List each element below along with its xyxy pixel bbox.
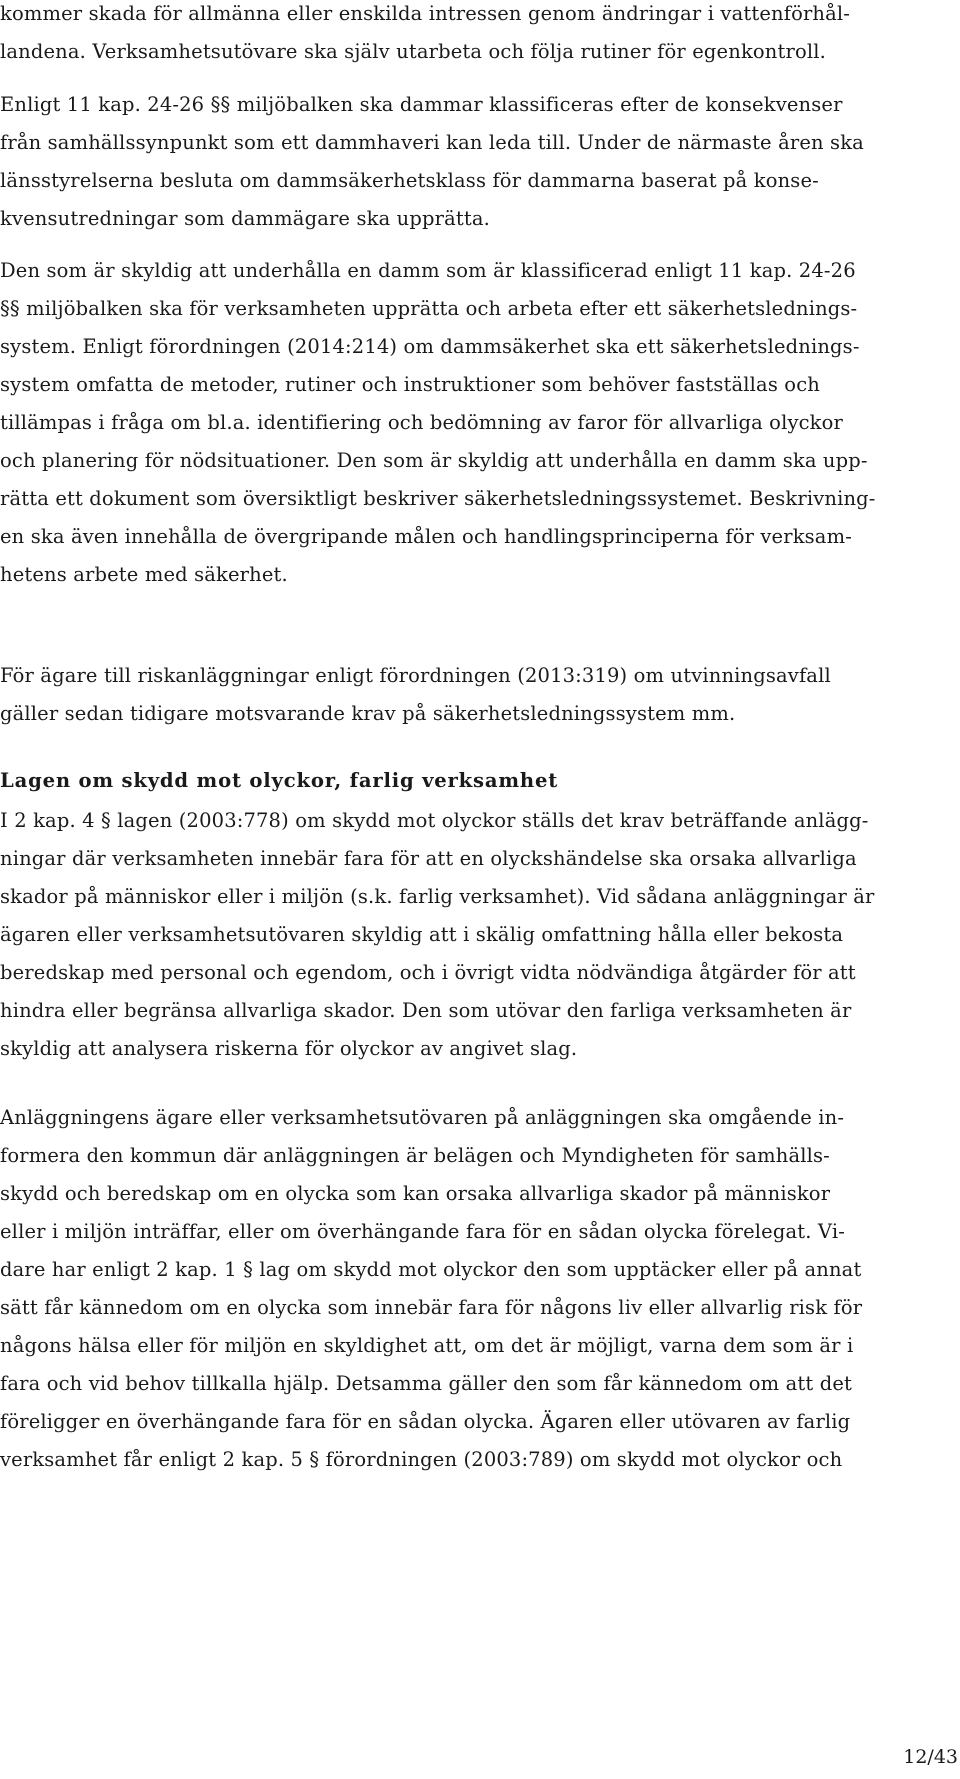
text-line: landena. Verksamhetsutövare ska själv utarbeta och följa rutiner för egenkontroll. bbox=[0, 40, 826, 63]
text-line: dare har enligt 2 kap. 1 § lag om skydd mot olyckor den som upptäcker eller på annat bbox=[0, 1258, 862, 1281]
paragraph-water-operations bbox=[0, 0, 960, 71]
text-line: Anläggningens ägare eller verksamhetsutövaren på anläggningen ska omgående in- bbox=[0, 1106, 845, 1129]
paragraph-safety-management-system bbox=[0, 252, 960, 594]
text-line: ägaren eller verksamhetsutövaren skyldig att i skälig omfattning hålla eller bekosta bbox=[0, 923, 844, 946]
text-line: beredskap med personal och egendom, och i övrigt vidta nödvändiga åtgärder för att bbox=[0, 961, 856, 984]
text-line: tillämpas i fråga om bl.a. identifiering och bedömning av faror för allvarliga olyckor bbox=[0, 411, 843, 434]
text-line: länsstyrelserna besluta om dammsäkerhetsklass för dammarna baserat på konse- bbox=[0, 169, 819, 192]
text-line: §§ miljöbalken ska för verksamheten upprätta och arbeta efter ett säkerhetslednings- bbox=[0, 297, 858, 320]
paragraph-extraction-waste bbox=[0, 657, 960, 733]
text-line: För ägare till riskanläggningar enligt förordningen (2013:319) om utvinningsavfall bbox=[0, 664, 831, 687]
text-line: gäller sedan tidigare motsvarande krav på säkerhetsledningssystem mm. bbox=[0, 702, 736, 725]
text-line: kvensutredningar som dammägare ska upprätta. bbox=[0, 207, 490, 230]
text-line: från samhällssynpunkt som ett dammhaveri kan leda till. Under de närmaste åren ska bbox=[0, 131, 864, 154]
paragraph-accident-notification bbox=[0, 1099, 960, 1479]
paragraph-dam-classification bbox=[0, 86, 960, 238]
text-line: föreligger en överhängande fara för en sådan olycka. Ägaren eller utövaren av farlig bbox=[0, 1410, 851, 1433]
text-line: formera den kommun där anläggningen är belägen och Myndigheten för samhälls- bbox=[0, 1144, 830, 1167]
text-line: någons hälsa eller för miljön en skyldighet att, om det är möjligt, varna dem som är i bbox=[0, 1334, 854, 1357]
text-line: eller i miljön inträffar, eller om överhängande fara för en sådan olycka förelegat. Vi- bbox=[0, 1220, 845, 1243]
text-line: fara och vid behov tillkalla hjälp. Detsamma gäller den som får kännedom om att det bbox=[0, 1372, 853, 1395]
page-number: 12/43 bbox=[903, 1746, 958, 1768]
section-heading: Lagen om skydd mot olyckor, farlig verksamhet bbox=[0, 769, 559, 792]
text-line: och planering för nödsituationer. Den som är skyldig att underhålla en damm ska upp- bbox=[0, 449, 868, 472]
text-line: kommer skada för allmänna eller enskilda intressen genom ändringar i vattenförhål- bbox=[0, 2, 851, 25]
text-line: sätt får kännedom om en olycka som innebär fara för någons liv eller allvarlig risk för bbox=[0, 1296, 863, 1319]
text-line: skador på människor eller i miljön (s.k. farlig verksamhet). Vid sådana anläggningar är bbox=[0, 885, 875, 908]
text-line: system. Enligt förordningen (2014:214) om dammsäkerhet ska ett säkerhetslednings- bbox=[0, 335, 860, 358]
text-line: rätta ett dokument som översiktligt beskriver säkerhetsledningssystemet. Beskrivning- bbox=[0, 487, 876, 510]
paragraph-hazardous-activity bbox=[0, 802, 960, 1068]
text-line: I 2 kap. 4 § lagen (2003:778) om skydd mot olyckor ställs det krav beträffande anlägg- bbox=[0, 809, 869, 832]
text-line: Enligt 11 kap. 24-26 §§ miljöbalken ska dammar klassificeras efter de konsekvenser bbox=[0, 93, 843, 116]
text-line: Den som är skyldig att underhålla en damm som är klassificerad enligt 11 kap. 24-26 bbox=[0, 259, 856, 282]
text-line: skydd och beredskap om en olycka som kan orsaka allvarliga skador på människor bbox=[0, 1182, 831, 1205]
text-line: verksamhet får enligt 2 kap. 5 § förordningen (2003:789) om skydd mot olyckor och bbox=[0, 1448, 843, 1471]
text-line: ningar där verksamheten innebär fara för att en olyckshändelse ska orsaka allvarliga bbox=[0, 847, 857, 870]
text-line: skyldig att analysera riskerna för olyckor av angivet slag. bbox=[0, 1037, 578, 1060]
text-line: en ska även innehålla de övergripande målen och handlingsprinciperna för verksam- bbox=[0, 525, 852, 548]
text-line: hetens arbete med säkerhet. bbox=[0, 563, 288, 586]
text-line: hindra eller begränsa allvarliga skador. Den som utövar den farliga verksamheten är bbox=[0, 999, 852, 1022]
text-line: system omfatta de metoder, rutiner och instruktioner som behöver fastställas och bbox=[0, 373, 820, 396]
